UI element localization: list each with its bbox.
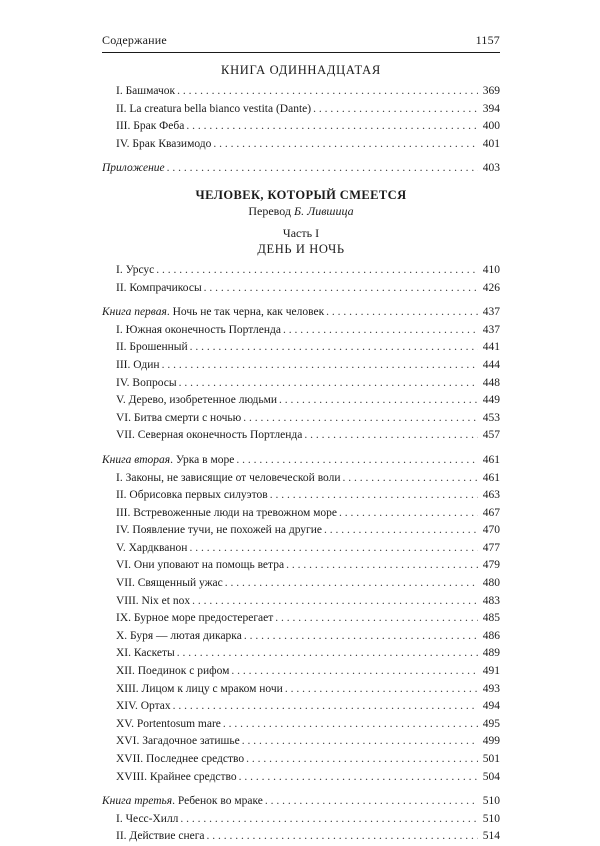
- leader-dots: [190, 593, 478, 611]
- toc-entry[interactable]: [102, 262, 500, 280]
- toc-entry-title: I. Чесс-Хилл: [116, 812, 179, 825]
- leader-dots: [341, 470, 478, 488]
- part-subtitle: ДЕНЬ И НОЧЬ: [257, 241, 345, 256]
- toc-entry-page: 491: [482, 665, 500, 678]
- toc-entry-title: III. Встревоженные люди на тревожном море: [116, 506, 338, 519]
- toc-entry-title: V. Хардкванон: [116, 541, 188, 554]
- leader-dots: [240, 733, 478, 751]
- toc-entry-title: I. Южная оконечность Портленда: [116, 323, 281, 336]
- toc-entry-title: II. Обрисовка первых силуэтов: [116, 489, 268, 502]
- toc-entry[interactable]: [102, 487, 500, 505]
- toc-entry-page: 369: [482, 85, 500, 97]
- leader-dots: [154, 262, 478, 280]
- toc-entry-title: Книга первая. Ночь не так черна, как человек: [102, 306, 325, 319]
- toc-entry-title: I. Законы, не зависящие от человеческой воли: [116, 471, 341, 484]
- toc-entry-title: XV. Portentosum mare: [116, 717, 221, 730]
- toc-entry[interactable]: [102, 769, 500, 787]
- toc-entry-title: II. Действие снега: [116, 830, 205, 843]
- book-prefix: Книга первая: [102, 306, 167, 319]
- toc-entry[interactable]: [102, 811, 500, 829]
- book-prefix: Книга третья: [102, 795, 173, 808]
- toc-entry-title: II. Брошенный: [116, 341, 188, 354]
- toc-entry[interactable]: [102, 280, 500, 298]
- toc-entry-title: IV. Вопросы: [116, 376, 177, 389]
- work-title: ЧЕЛОВЕК, КОТОРЫЙ СМЕЕТСЯ: [195, 187, 407, 202]
- toc-entry-title: II. La creatura bella bianco vestita (Dante): [116, 102, 312, 115]
- toc-entry-page: 437: [482, 323, 500, 336]
- toc-entry-page: 514: [482, 830, 500, 843]
- toc-entry-page: 426: [482, 281, 500, 294]
- leader-dots: [211, 136, 478, 154]
- toc-entry-page: 461: [482, 453, 500, 466]
- leader-dots: [337, 505, 478, 523]
- toc-entry[interactable]: [102, 716, 500, 734]
- book-title: Ребенок во мраке: [177, 795, 263, 808]
- page-number: 1157: [475, 33, 500, 47]
- book-title: Урка в море: [175, 453, 235, 466]
- toc-entry-page: 510: [482, 812, 500, 825]
- leader-dots: [322, 522, 478, 540]
- toc-entry-title: III. Брак Феба: [116, 120, 185, 133]
- toc-entry-page: 510: [482, 795, 500, 808]
- toc-entry-title: Книга вторая. Урка в море: [102, 453, 235, 466]
- toc-entry-title: VII. Священный ужас: [116, 577, 223, 590]
- toc-entry-page: 394: [482, 102, 500, 115]
- leader-dots: [188, 339, 478, 357]
- book-prefix: Книга вторая: [102, 453, 171, 466]
- toc-entry-page: 461: [482, 471, 500, 484]
- toc-entry-title: IV. Появление тучи, не похожей на другие: [116, 524, 323, 537]
- toc-entry-title: VI. Битва смерти с ночью: [116, 411, 242, 424]
- leader-dots: [241, 410, 478, 428]
- toc-entry-page: 444: [482, 358, 500, 371]
- toc-entry-title: XIV. Ортах: [116, 700, 171, 713]
- toc-entry[interactable]: [102, 339, 500, 357]
- toc-entry[interactable]: [102, 410, 500, 428]
- leader-dots: [160, 357, 478, 375]
- toc-entry[interactable]: [102, 83, 500, 101]
- toc-entry-page: 401: [482, 137, 500, 150]
- toc-entry-page: 470: [482, 524, 500, 537]
- toc-entry-page: 494: [482, 700, 500, 713]
- toc-entry[interactable]: [102, 540, 500, 558]
- toc-entry[interactable]: [102, 663, 500, 681]
- book-eleven-heading: КНИГА ОДИННАДЦАТАЯ: [221, 63, 381, 77]
- toc-entry-title: II. Компрачикосы: [116, 281, 202, 294]
- leader-dots: [273, 610, 478, 628]
- book-eleven-toc: [102, 83, 500, 178]
- toc-entry-title: XVIII. Крайнее средство: [116, 770, 237, 783]
- toc-entry[interactable]: [102, 828, 500, 846]
- leader-dots: [187, 540, 478, 558]
- toc-entry-page: 400: [482, 120, 500, 133]
- leader-dots: [242, 628, 478, 646]
- leader-dots: [263, 793, 478, 811]
- leader-dots: [283, 681, 478, 699]
- toc-entry-title: V. Дерево, изобретенное людьми: [116, 394, 278, 407]
- toc-entry-appendix[interactable]: [102, 160, 500, 178]
- toc-entry-page: 489: [482, 647, 500, 660]
- book-title: Ночь не так черна, как человек: [172, 306, 325, 319]
- book-two-toc: [102, 452, 500, 786]
- toc-entry[interactable]: [102, 645, 500, 663]
- toc-entry-page: 493: [482, 682, 500, 695]
- toc-entry-page: 457: [482, 429, 500, 442]
- toc-entry[interactable]: [102, 118, 500, 136]
- toc-entry-page: 480: [482, 577, 500, 590]
- toc-entry[interactable]: [102, 427, 500, 445]
- toc-entry[interactable]: [102, 392, 500, 410]
- toc-entry-page: 483: [482, 594, 500, 607]
- running-head: [102, 33, 500, 53]
- toc-entry-page: 467: [482, 506, 500, 519]
- translator-name: Б. Лившица: [294, 203, 354, 218]
- toc-entry-title: XVII. Последнее средство: [116, 753, 245, 765]
- toc-entry-page: 504: [482, 770, 500, 783]
- leader-dots: [281, 322, 478, 340]
- toc-entry-title: X. Буря — лютая дикарка: [116, 629, 242, 642]
- leader-dots: [234, 452, 478, 470]
- leader-dots: [244, 751, 478, 769]
- leader-dots: [311, 101, 478, 119]
- toc-entry[interactable]: [102, 375, 500, 393]
- toc-entry[interactable]: [102, 522, 500, 540]
- leader-dots: [277, 392, 478, 410]
- toc-entry[interactable]: [102, 557, 500, 575]
- toc-entry[interactable]: [102, 101, 500, 119]
- leader-dots: [223, 575, 478, 593]
- leader-dots: [175, 83, 478, 101]
- toc-entry[interactable]: [102, 593, 500, 611]
- leader-dots: [205, 828, 478, 846]
- leader-dots: [165, 160, 478, 178]
- toc-entry[interactable]: [102, 628, 500, 646]
- toc-entry-title: Приложение: [102, 162, 165, 175]
- leader-dots: [302, 427, 478, 445]
- toc-entry-title: XVI. Загадочное затишье: [116, 735, 240, 748]
- toc-entry-title: I. Урсус: [116, 263, 155, 276]
- running-head-title: Содержание: [102, 33, 167, 47]
- toc-entry-title: XIII. Лицом к лицу с мраком ночи: [116, 682, 283, 695]
- toc-entry-page: 495: [482, 717, 500, 730]
- toc-entry[interactable]: [102, 733, 500, 751]
- translator-line: [102, 204, 500, 219]
- leader-dots: [178, 811, 478, 829]
- book-heading-entry[interactable]: [102, 793, 500, 811]
- leader-dots: [324, 304, 478, 322]
- toc-entry-title: VII. Северная оконечность Портленда: [116, 429, 303, 442]
- leader-dots: [184, 118, 478, 136]
- toc-entry[interactable]: [102, 505, 500, 523]
- leader-dots: [202, 280, 478, 298]
- toc-entry[interactable]: [102, 610, 500, 628]
- toc-entry[interactable]: [102, 681, 500, 699]
- toc-entry[interactable]: [102, 136, 500, 154]
- toc-entry-title: XII. Поединок с рифом: [116, 665, 230, 678]
- translator-prefix: Перевод: [248, 203, 292, 218]
- toc-entry-page: 437: [482, 306, 500, 319]
- toc-entry-title: XI. Каскеты: [116, 647, 175, 660]
- book-three-toc: [102, 793, 500, 846]
- leader-dots: [177, 375, 478, 393]
- toc-entry[interactable]: [102, 470, 500, 488]
- book-one-toc: [102, 304, 500, 445]
- toc-entry-page: 501: [482, 753, 500, 765]
- toc-entry[interactable]: [102, 698, 500, 716]
- toc-entry-page: 463: [482, 489, 500, 502]
- toc-entry-page: 486: [482, 629, 500, 642]
- toc-entry-page: 477: [482, 541, 500, 554]
- toc-entry-page: 403: [482, 162, 500, 175]
- toc-entry-title: Книга третья. Ребенок во мраке: [102, 795, 263, 808]
- toc-entry-title: III. Один: [116, 358, 160, 371]
- leader-dots: [237, 769, 478, 787]
- toc-entry[interactable]: [102, 751, 500, 769]
- leader-dots: [229, 663, 478, 681]
- toc-entry-title: IX. Бурное море предостерегает: [116, 612, 274, 625]
- toc-entry[interactable]: [102, 322, 500, 340]
- toc-entry[interactable]: [102, 575, 500, 593]
- toc-entry-page: 453: [482, 411, 500, 424]
- toc-entry-page: 499: [482, 735, 500, 748]
- toc-entry-title: VIII. Nix et nox: [116, 594, 191, 607]
- toc-entry[interactable]: [102, 357, 500, 375]
- part-title: Часть I: [282, 225, 320, 240]
- toc-entry-page: 448: [482, 376, 500, 389]
- leader-dots: [284, 557, 478, 575]
- toc-entry-page: 449: [482, 394, 500, 407]
- toc-entry-title: I. Башмачок: [116, 85, 176, 97]
- toc-page: [102, 33, 500, 846]
- toc-entry-title: VI. Они уповают на помощь ветра: [116, 559, 285, 572]
- leader-dots: [268, 487, 478, 505]
- toc-entry-page: 479: [482, 559, 500, 572]
- toc-entry-page: 485: [482, 612, 500, 625]
- book-heading-entry[interactable]: [102, 304, 500, 322]
- leader-dots: [221, 716, 478, 734]
- toc-entry-title: IV. Брак Квазимодо: [116, 137, 212, 150]
- toc-entry-page: 441: [482, 341, 500, 354]
- toc-entry-page: 410: [482, 263, 500, 276]
- leader-dots: [175, 645, 478, 663]
- leader-dots: [171, 698, 478, 716]
- book-heading-entry[interactable]: [102, 452, 500, 470]
- intro-toc: [102, 262, 500, 297]
